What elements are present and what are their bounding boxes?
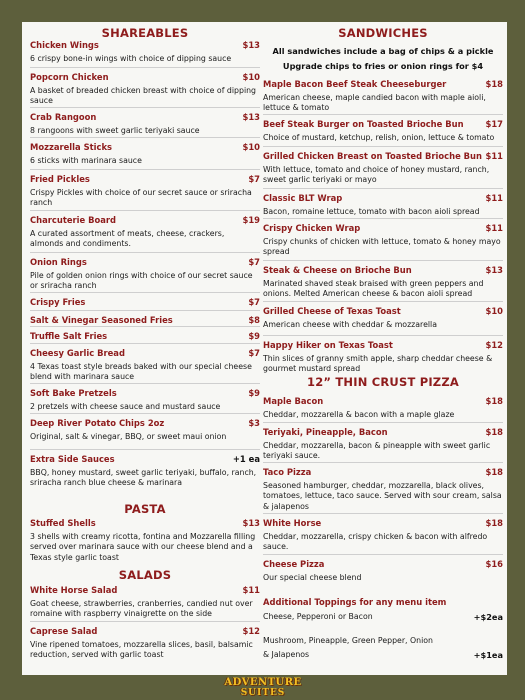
item-divider [30, 252, 260, 253]
item-description: A basket of breaded chicken breast with choice of dipping sauce [30, 86, 256, 106]
item-price: $18 [485, 396, 503, 406]
item-price: $13 [485, 265, 503, 275]
logo-line-2: SUITES [240, 688, 286, 698]
pizza-heading: 12” THIN CRUST PIZZA [307, 375, 459, 389]
item-divider [30, 413, 260, 414]
item-divider [263, 114, 503, 115]
item-name: Mozzarella Sticks [30, 142, 113, 152]
item-price: $9 [248, 388, 260, 398]
item-description: 6 crispy bone-in wings with choice of dipping sauce [30, 54, 232, 63]
item-price: $12 [242, 626, 260, 636]
item-divider [30, 326, 260, 327]
item-name: Cheese Pizza [263, 559, 325, 569]
item-name: White Horse Salad [30, 585, 118, 595]
salads-heading: SALADS [118, 568, 172, 582]
item-description: Seasoned hamburger, cheddar, mozzarella, black olives, tomatoes, lettuce, taco sauce. Served with sour cream, salsa & jalapenos [263, 481, 502, 511]
item-description: Cheddar, mozzarella, bacon & pineapple with sweet garlic teriyaki sauce. [263, 441, 491, 461]
sandwiches-heading: SANDWICHES [338, 26, 428, 40]
item-price: $7 [248, 297, 260, 307]
item-price: $13 [242, 40, 260, 50]
item-name: Chicken Wings [30, 40, 99, 50]
item-divider [263, 188, 503, 189]
item-name: Grilled Cheese of Texas Toast [263, 306, 401, 316]
item-description: 2 pretzels with cheese sauce and mustard sauce [30, 402, 221, 411]
item-price: +1 ea [232, 454, 260, 464]
shareables-heading: SHAREABLES [101, 26, 189, 40]
item-price: $3 [248, 418, 260, 428]
item-name: Onion Rings [30, 257, 87, 267]
item-description: Goat cheese, strawberries, cranberries, candied nut over romaine with raspberry vinaigrette on the side [30, 599, 253, 619]
item-divider [30, 292, 260, 293]
item-name: Classic BLT Wrap [263, 193, 343, 203]
item-name: Maple Bacon Beef Steak Cheeseburger [263, 79, 447, 89]
item-description: BBQ, honey mustard, sweet garlic teriyaki, buffalo, ranch, sriracha ranch blue cheese & marinara [30, 468, 257, 488]
item-divider [30, 310, 260, 311]
item-price: $7 [248, 257, 260, 267]
item-price: $11 [485, 193, 503, 203]
item-price: $7 [248, 174, 260, 184]
item-description: 8 rangoons with sweet garlic teriyaki sauce [30, 126, 200, 135]
item-description: Marinated shaved steak braised with green peppers and onions. Melted American cheese & bacon aioli spread [263, 279, 484, 299]
item-price: $8 [248, 315, 260, 325]
item-name: Fried Pickles [30, 174, 90, 184]
item-name: Deep River Potato Chips 2oz [30, 418, 165, 428]
sandwich-note-chips: All sandwiches include a bag of chips & a pickle [272, 46, 494, 56]
item-name: Taco Pizza [263, 467, 312, 477]
item-divider [263, 513, 503, 514]
logo-line-1: ADVENTURE [224, 677, 302, 688]
item-description: With lettuce, tomato and choice of honey mustard, ranch, sweet garlic teriyaki or mayo [263, 165, 490, 185]
item-divider [263, 554, 503, 555]
item-name: Soft Bake Pretzels [30, 388, 117, 398]
item-divider [30, 210, 260, 211]
item-name: Salt & Vinegar Seasoned Fries [30, 315, 173, 325]
item-divider [30, 67, 260, 68]
item-divider [30, 343, 260, 344]
item-price: $7 [248, 348, 260, 358]
item-divider [263, 301, 503, 302]
item-price: $11 [485, 223, 503, 233]
item-description: Original, salt & vinegar, BBQ, or sweet maui onion [30, 432, 227, 441]
item-price: $10 [242, 72, 260, 82]
item-name: Teriyaki, Pineapple, Bacon [263, 427, 388, 437]
toppings-price-1: +$2ea [473, 612, 503, 622]
item-name: Cheesy Garlic Bread [30, 348, 125, 358]
item-description: Thin slices of granny smith apple, sharp cheddar cheese & gourmet mustard spread [263, 354, 493, 374]
toppings-line-1: Cheese, Pepperoni or Bacon [263, 612, 373, 621]
item-name: Crispy Fries [30, 297, 86, 307]
item-price: $18 [485, 427, 503, 437]
item-divider [263, 335, 503, 336]
item-divider [30, 383, 260, 384]
item-description: Choice of mustard, ketchup, relish, onion, lettuce & tomato [263, 133, 495, 142]
item-name: Crab Rangoon [30, 112, 97, 122]
item-name: Extra Side Sauces [30, 454, 115, 464]
toppings-heading: Additional Toppings for any menu item [263, 597, 447, 607]
item-name: Crispy Chicken Wrap [263, 223, 361, 233]
item-description: 3 shells with creamy ricotta, fontina and Mozzarella filling served over marinara sauce with our cheese blend and a Texas style garlic toast [30, 532, 256, 562]
item-description: Our special cheese blend [263, 573, 362, 582]
item-divider [30, 137, 260, 138]
item-name: Popcorn Chicken [30, 72, 109, 82]
item-name: Grilled Chicken Breast on Toasted Brioche Bun [263, 151, 482, 161]
item-price: $13 [242, 112, 260, 122]
item-price: $18 [485, 518, 503, 528]
item-price: $11 [485, 151, 503, 161]
item-divider [30, 449, 260, 450]
item-name: Beef Steak Burger on Toasted Brioche Bun [263, 119, 464, 129]
item-description: A curated assortment of meats, cheese, crackers, almonds and condiments. [30, 229, 225, 249]
item-divider [263, 260, 503, 261]
item-description: Bacon, romaine lettuce, tomato with bacon aioli spread [263, 207, 480, 216]
item-description: 4 Texas toast style breads baked with our special cheese blend with marinara sauce [30, 362, 252, 382]
adventure-suites-logo [215, 677, 311, 699]
item-name: Charcuterie Board [30, 215, 117, 225]
item-description: 6 sticks with marinara sauce [30, 156, 142, 165]
item-name: Stuffed Shells [30, 518, 96, 528]
item-price: $10 [242, 142, 260, 152]
menu-page [22, 22, 507, 675]
item-divider [30, 169, 260, 170]
item-divider [263, 146, 503, 147]
item-price: $11 [242, 585, 260, 595]
item-description: American cheese with cheddar & mozzarella [263, 320, 437, 329]
item-divider [263, 462, 503, 463]
item-name: Caprese Salad [30, 626, 98, 636]
item-name: Happy Hiker on Texas Toast [263, 340, 393, 350]
item-name: Maple Bacon [263, 396, 324, 406]
item-description: Crispy chunks of chicken with lettuce, tomato & honey mayo spread [263, 237, 501, 257]
item-description: Vine ripened tomatoes, mozzarella slices, basil, balsamic reduction, served with garlic toast [30, 640, 253, 660]
item-description: American cheese, maple candied bacon with maple aioli, lettuce & tomato [263, 93, 486, 113]
item-price: $17 [485, 119, 503, 129]
item-price: $18 [485, 79, 503, 89]
toppings-line-2b: & Jalapenos [263, 650, 310, 659]
sandwich-note-upgrade: Upgrade chips to fries or onion rings for $4 [282, 61, 484, 71]
item-description: Crispy Pickles with choice of our secret sauce or sriracha ranch [30, 188, 252, 208]
item-price: $10 [485, 306, 503, 316]
toppings-line-2: Mushroom, Pineapple, Green Pepper, Onion [263, 636, 433, 645]
item-price: $18 [485, 467, 503, 477]
item-price: $19 [242, 215, 260, 225]
item-name: White Horse [263, 518, 322, 528]
item-divider [263, 218, 503, 219]
toppings-price-2: +$1ea [473, 650, 503, 660]
item-description: Cheddar, mozzarella & bacon with a maple glaze [263, 410, 455, 419]
item-name: Steak & Cheese on Brioche Bun [263, 265, 412, 275]
item-price: $12 [485, 340, 503, 350]
item-name: Truffle Salt Fries [30, 331, 108, 341]
item-divider [30, 621, 260, 622]
item-description: Cheddar, mozzarella, crispy chicken & bacon with alfredo sauce. [263, 532, 488, 552]
item-divider [263, 422, 503, 423]
item-description: Pile of golden onion rings with choice of our secret sauce or sriracha ranch [30, 271, 253, 291]
item-divider [30, 107, 260, 108]
item-price: $13 [242, 518, 260, 528]
item-price: $16 [485, 559, 503, 569]
item-price: $9 [248, 331, 260, 341]
pasta-heading: PASTA [124, 502, 166, 516]
